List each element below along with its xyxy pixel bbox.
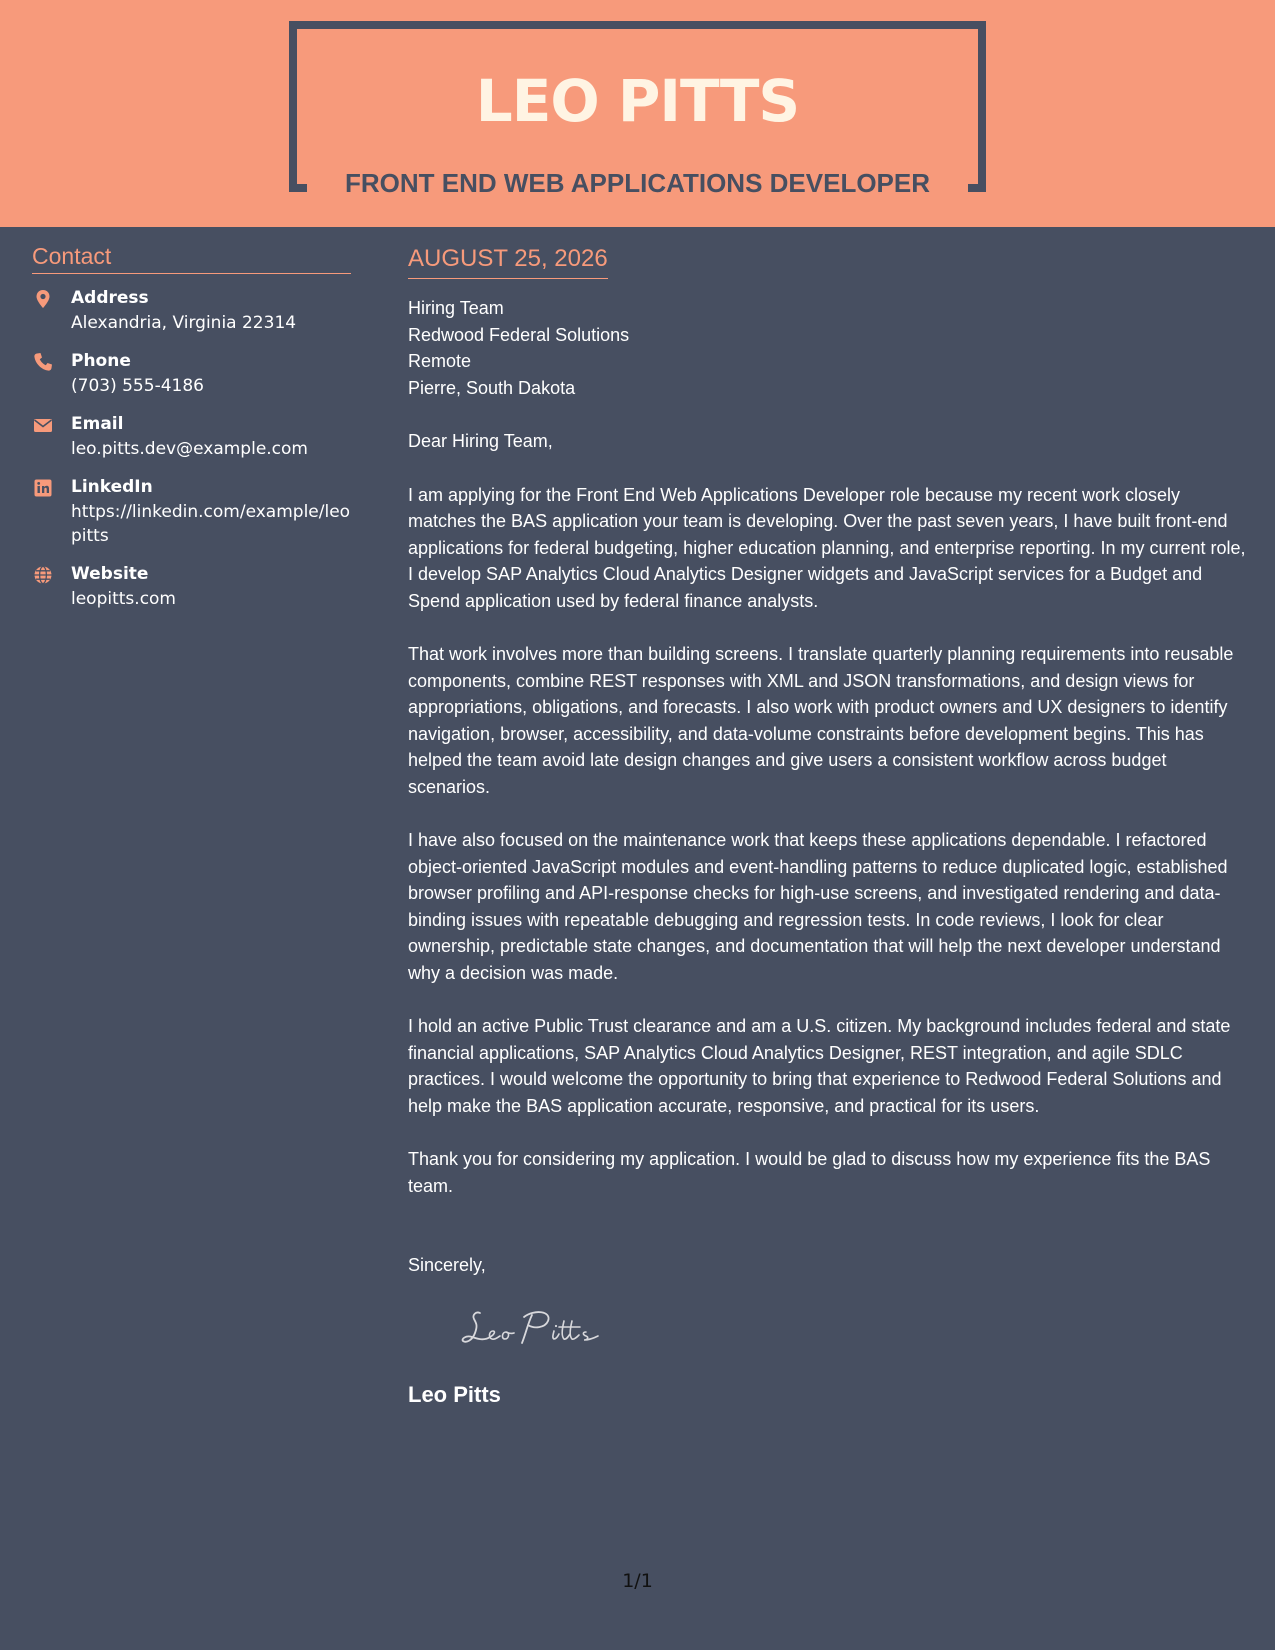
contact-item-email	[32, 412, 351, 461]
contact-label: Phone	[71, 351, 131, 371]
contact-label: Website	[71, 564, 149, 584]
recipient-line: Redwood Federal Solutions	[408, 324, 630, 345]
applicant-name: LEO PITTS	[475, 67, 800, 135]
recipient-line: Pierre, South Dakota	[408, 377, 576, 398]
contact-label: LinkedIn	[71, 477, 153, 497]
job-title: FRONT END WEB APPLICATIONS DEVELOPER	[344, 168, 931, 198]
contact-label: Email	[71, 414, 124, 434]
globe-icon	[33, 565, 53, 585]
signer-name: Leo Pitts	[408, 1381, 501, 1407]
letter-paragraph: That work involves more than building screens. I translate quarterly planning requirements into reusable components, combine REST responses with XML and JSON transformations, and design views for appropriations, obligations, and forecasts. I also work with product owners and UX designers to identify navigation, browser, accessibility, and data-volume constraints before development begins. This has helped the team avoid late design changes and give users a consistent workflow across budget scenarios.	[408, 644, 1234, 797]
letter-body	[408, 244, 1248, 1409]
contact-item-phone	[32, 349, 351, 398]
address-value: Alexandria, Virginia 22314	[71, 313, 297, 333]
recipient-line: Remote	[408, 351, 472, 371]
map-pin-icon	[33, 289, 53, 309]
email-value[interactable]: leo.pitts.dev@example.com	[71, 439, 308, 459]
website-value[interactable]: leopitts.com	[71, 589, 176, 609]
letter-paragraph: I am applying for the Front End Web Applications Developer role because my recent work closely matches the BAS application your team is developing. Over the past seven years, I have built front-end applications for federal budgeting, higher education planning, and enterprise reporting. In my current role, I develop SAP Analytics Cloud Analytics Designer widgets and JavaScript services for a Budget and Spend application used by federal finance analysts.	[408, 484, 1246, 611]
closing: Sincerely,	[408, 1255, 486, 1275]
contact-item-website	[32, 562, 351, 611]
linkedin-value[interactable]: https://linkedin.com/example/leopitts	[71, 502, 351, 546]
handwritten-signature	[458, 1301, 628, 1355]
contact-item-address	[32, 286, 351, 335]
letter-paragraph: I have also focused on the maintenance work that keeps these applications dependable. I refactored object-oriented JavaScript modules and event-handling patterns to reduce duplicated logic, established browser profiling and API-response checks for high-use screens, and investigated rendering and data-binding issues with repeatable debugging and regression tests. In code reviews, I look for clear ownership, predictable state changes, and documentation that will help the next developer understand why a decision was made.	[408, 830, 1228, 983]
contact-heading: Contact	[32, 242, 351, 274]
phone-value: (703) 555-4186	[71, 376, 204, 396]
envelope-icon	[33, 415, 53, 435]
page-number: 1/1	[622, 1570, 653, 1592]
letter-paragraph: Thank you for considering my application. I would be glad to discuss how my experience fits the BAS team.	[408, 1149, 1211, 1196]
contact-item-linkedin	[32, 475, 351, 548]
letter-paragraph: I hold an active Public Trust clearance and am a U.S. citizen. My background includes federal and state financial applications, SAP Analytics Cloud Analytics Designer, REST integration, and agile SDLC practices. I would welcome the opportunity to bring that experience to Redwood Federal Solutions and help make the BAS application accurate, responsive, and practical for its users.	[408, 1016, 1231, 1116]
recipient-block	[408, 295, 1248, 401]
contact-sidebar	[32, 242, 351, 625]
contact-label: Address	[71, 288, 149, 308]
salutation: Dear Hiring Team,	[408, 431, 553, 451]
phone-icon	[33, 352, 53, 372]
letter-date: AUGUST 25, 2026	[408, 244, 608, 279]
linkedin-icon	[33, 478, 53, 498]
recipient-line: Hiring Team	[408, 298, 504, 318]
header-band	[0, 0, 1275, 227]
